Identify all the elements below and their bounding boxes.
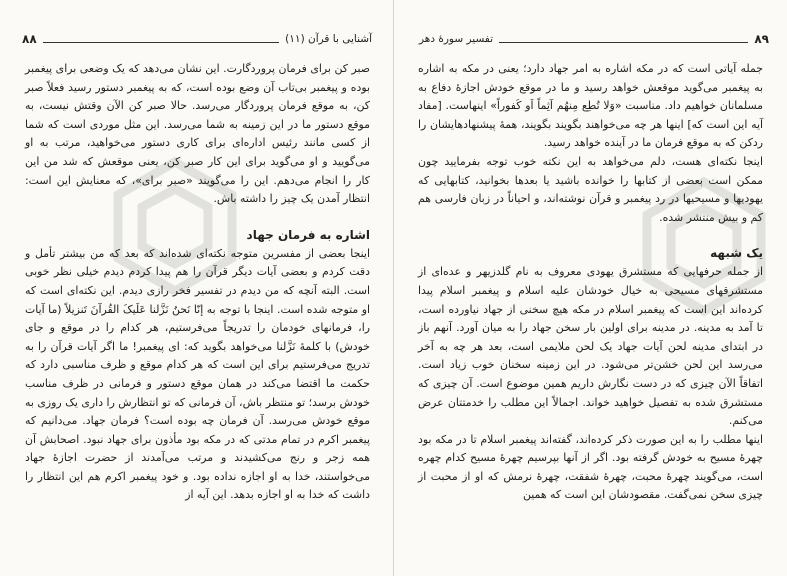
- header-rule: [43, 42, 280, 43]
- paragraph: اینجا نکته‌ای هست، دلم می‌خواهد به این نکته خوب توجه بفرمایید چون ممکن است بعضی از کتابها را خوانده باشید یا بعدها بخوانید، کتابهایی که یهودیها و مسیحیها در رد پیغمبر و قرآن نوشته‌اند، و احیاناً در زبان فارسی هم کم و بیش منتشر شده.: [418, 154, 763, 224]
- paragraph: از جمله حرفهایی که مستشرق یهودی معروف به نام گلدزیهر و عده‌ای از مستشرقهای مسیحی به خیال خودشان علیه اسلام و پیغمبر اسلام پیدا کرده‌اند این است که پیغمبر اسلام در مکه هیچ سخنی از جهاد نیاورده است، تا آمد به مدینه. در مدینه برای اولین بار سخن جهاد را به میان آورد. آنهم باز در ابتدای مدینه لحن آیات جهاد یک لحن ملایمی است، بعد هر چه به آخر می‌رسد این لحن خشن‌تر می‌شود. در این زمینه سخنان خوب زیاد است. اتفاقاً الآن چیزی که در دست نگارش داریم همین موضوع است. آن چیزی که مستشرق شده به تفصیل خواهید خواند. اجمالاً این مطلب را خدمتتان عرض می‌کنم.: [418, 265, 763, 428]
- paragraph: اینجا بعضی از مفسرین متوجه نکته‌ای شده‌اند که بعد که من بیشتر تأمل و دقت کردم و بعضی آیات دیگر قرآن را هم پیدا کردم دیدم خیلی نظر خوبی است. البته آنچه که من دیدم در تفسیر فخر رازی دیدم. این نکته‌ای است که او متوجه شده است. اینجا با توجه به إنّا نَحنُ نَزَّلنا عَلَیکَ القُرآنَ تَنزیلاً (ما آیات را، فرمانهای خودمان را تدریجاً می‌فرستیم، هر کدام را در موقع و جای خودش) با کلمهٔ نَزَّلنا می‌خواهد بگوید که: ای پیغمبر! ما اگر آیات قرآن را به تدریج می‌فرستیم برای این است که هر کدام موقع و ظرف مناسبی دارد که حکمت ما اقتضا می‌کند در همان موقع دستور و فرمانی در ظرف مناسب خودش برسد؛ تو منتظر باش، آن فرمانی که تو انتظارش را داری یک روزی به موقع خودش می‌رسد. آن فرمان چه بوده است؟ فرمان جهاد. می‌دانیم که پیغمبر اکرم در تمام مدتی که در مکه بود مأذون برای جهاد نبود. اصحابش آن همه زجر و رنج می‌کشیدند و مرتب می‌آمدند از حضرت اجازهٔ جهاد می‌خواستند، خدا به او اجازه نداده بود. و خود پیغمبر اکرم هم این انتظار را داشت که خدا به او اجازه بدهد. این آیه از: [25, 246, 370, 502]
- page-header: [419, 30, 769, 48]
- page-body: [418, 60, 763, 505]
- running-title: تفسیر سورهٔ دهر: [419, 33, 494, 45]
- paragraph: اینها مطلب را به این صورت ذکر کرده‌اند، گفته‌اند پیغمبر اسلام تا در مکه بود چهرهٔ مسیح به خودش گرفته بود. اگر از آنها بپرسیم چهرهٔ مسیح کدام چهره است، می‌گویند چهرهٔ محبت، چهرهٔ شفقت، چهرهٔ نرمش که او از محبت از چیزی سخن نمی‌گفت. مقصودشان این است که همین: [418, 432, 763, 502]
- page-number: ۸۸: [22, 32, 37, 46]
- page-number: ۸۹: [754, 32, 769, 46]
- page-body: [25, 60, 370, 505]
- section-heading: اشاره به فرمان جهاد: [246, 227, 370, 242]
- paragraph: جمله آیاتی است که در مکه اشاره به امر جهاد دارد؛ یعنی در مکه به اشاره به پیغمبر می‌گوید موقعش خواهد رسید و ما در موقع خودش اجازهٔ دفاع به مسلمانان خواهیم داد. مناسبت «وَلا تُطِع مِنهُم آثِماً اَو کَفوراً» اینهاست. [مفاد آیه این است که] اینها هر چه می‌خواهند بگویند بگویند، همهٔ پیشنهادهایشان را ردکن که به موقع فرمان ما در آینده خواهد رسید.: [418, 62, 763, 150]
- paragraph: صبر کن برای فرمان پروردگارت. این نشان می‌دهد که یک وضعی برای پیغمبر بوده و پیغمبر بی‌تاب آن وضع بوده است، که به پیغمبر دستور رسید فعلاً صبر کن، به موقع فرمان پروردگار می‌رسد. حالا صبر کن الآن وقتش نیست، به موقع دستور ما در این زمینه به شما می‌رسد. این مثل موردی است که شما از کسی مانند رئیس اداره‌ای برای کاری دستور می‌خواهید، مرتب به او می‌گویید و او می‌گوید برای این کار صبر کن، یعنی موقعش که شد من این کار را انجام می‌دهم. این را می‌گویند «صبر برای»، که معنایش این است: انتظار آمدن یک چیز را داشته باش.: [25, 62, 370, 206]
- page-header: [22, 30, 372, 48]
- running-title: آشنایی با قرآن (۱۱): [285, 33, 372, 45]
- header-rule: [499, 42, 748, 43]
- section-heading: یک شبهه: [710, 246, 763, 261]
- right-page: [394, 0, 787, 576]
